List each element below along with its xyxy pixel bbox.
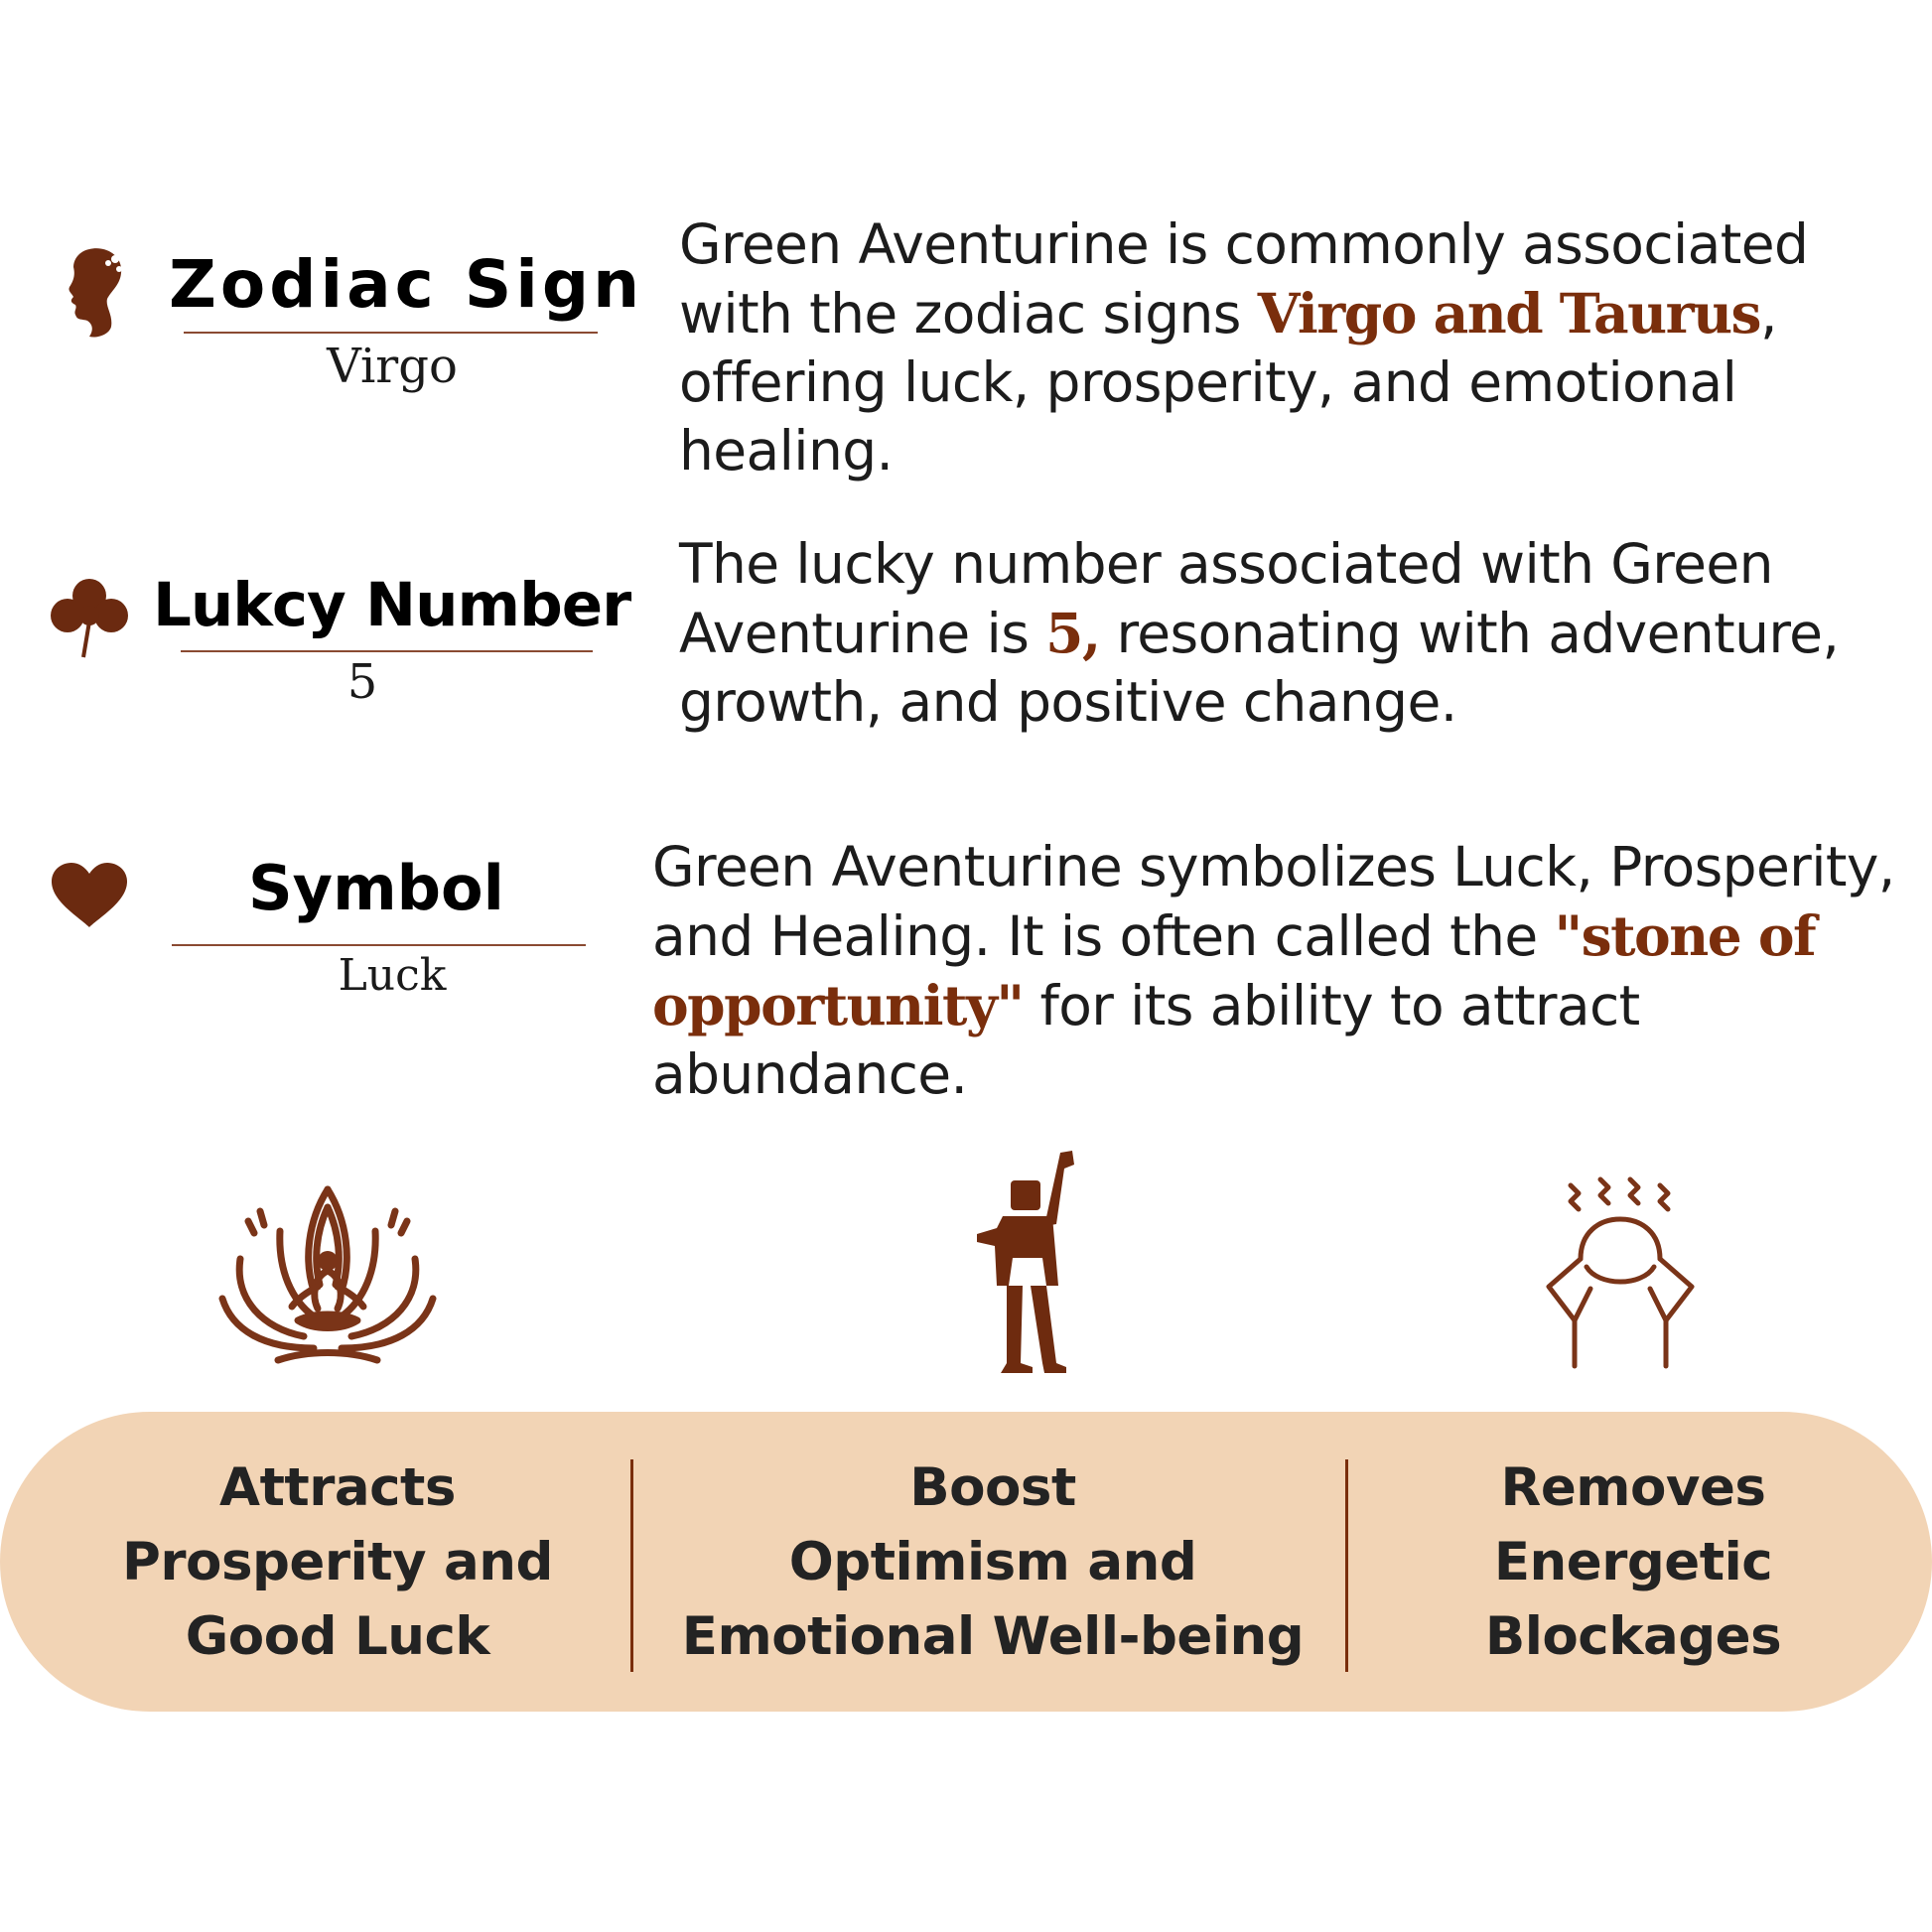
raised-fist-person-icon [973,1147,1082,1375]
zodiac-divider [184,332,598,334]
symbol-highlight: "stone of opportunity" [652,903,1816,1037]
benefit-optimism [655,1450,1330,1674]
symbol-description [652,833,1903,1109]
benefit-line: Energetic [1493,1532,1773,1592]
benefit-blockages [1385,1450,1881,1674]
symbol-title: Symbol [248,852,504,924]
lucky-text-after: resonating with adventure, growth, and positive change. [679,602,1840,734]
lucky-value: 5 [346,654,378,710]
lucky-title: Lukcy Number [153,570,631,640]
benefit-line: Boost [909,1457,1076,1518]
stressed-head-icon [1529,1172,1708,1370]
zodiac-title: Zodiac Sign [169,246,644,323]
benefit-line: Attracts [219,1457,456,1518]
lucky-text-before: The lucky number associated with Green Aventurine is [679,532,1773,665]
clover-icon [48,576,131,659]
symbol-divider [172,944,586,946]
symbol-value: Luck [338,950,447,1001]
symbol-text-after: for its ability to attract abundance. [652,974,1640,1106]
benefit-line: Emotional Well-being [681,1606,1305,1667]
benefit-line: Removes [1500,1457,1766,1518]
symbol-text-before: Green Aventurine symbolizes Luck, Prosperity, and Healing. It is often called the [652,835,1895,968]
benefit-line: Good Luck [185,1606,490,1667]
zodiac-highlight: Virgo and Taurus [1257,281,1761,345]
benefit-line: Optimism and [788,1532,1197,1592]
heart-icon [50,862,129,929]
woman-profile-icon [54,245,131,341]
zodiac-description [679,210,1910,485]
lucky-description [679,530,1910,737]
lucky-divider [181,650,593,652]
benefit-prosperity [79,1450,596,1674]
zodiac-text-before: Green Aventurine is commonly associated with the zodiac signs [679,212,1809,345]
zodiac-value: Virgo [327,339,458,394]
lotus-meditation-icon [218,1181,437,1370]
benefit-divider-2 [1345,1459,1348,1672]
benefit-divider-1 [630,1459,633,1672]
benefit-line: Blockages [1484,1606,1782,1667]
zodiac-text-after: , offering luck, prosperity, and emotional healing. [679,282,1777,483]
lucky-highlight: 5, [1045,601,1100,665]
benefit-line: Prosperity and [122,1532,553,1592]
